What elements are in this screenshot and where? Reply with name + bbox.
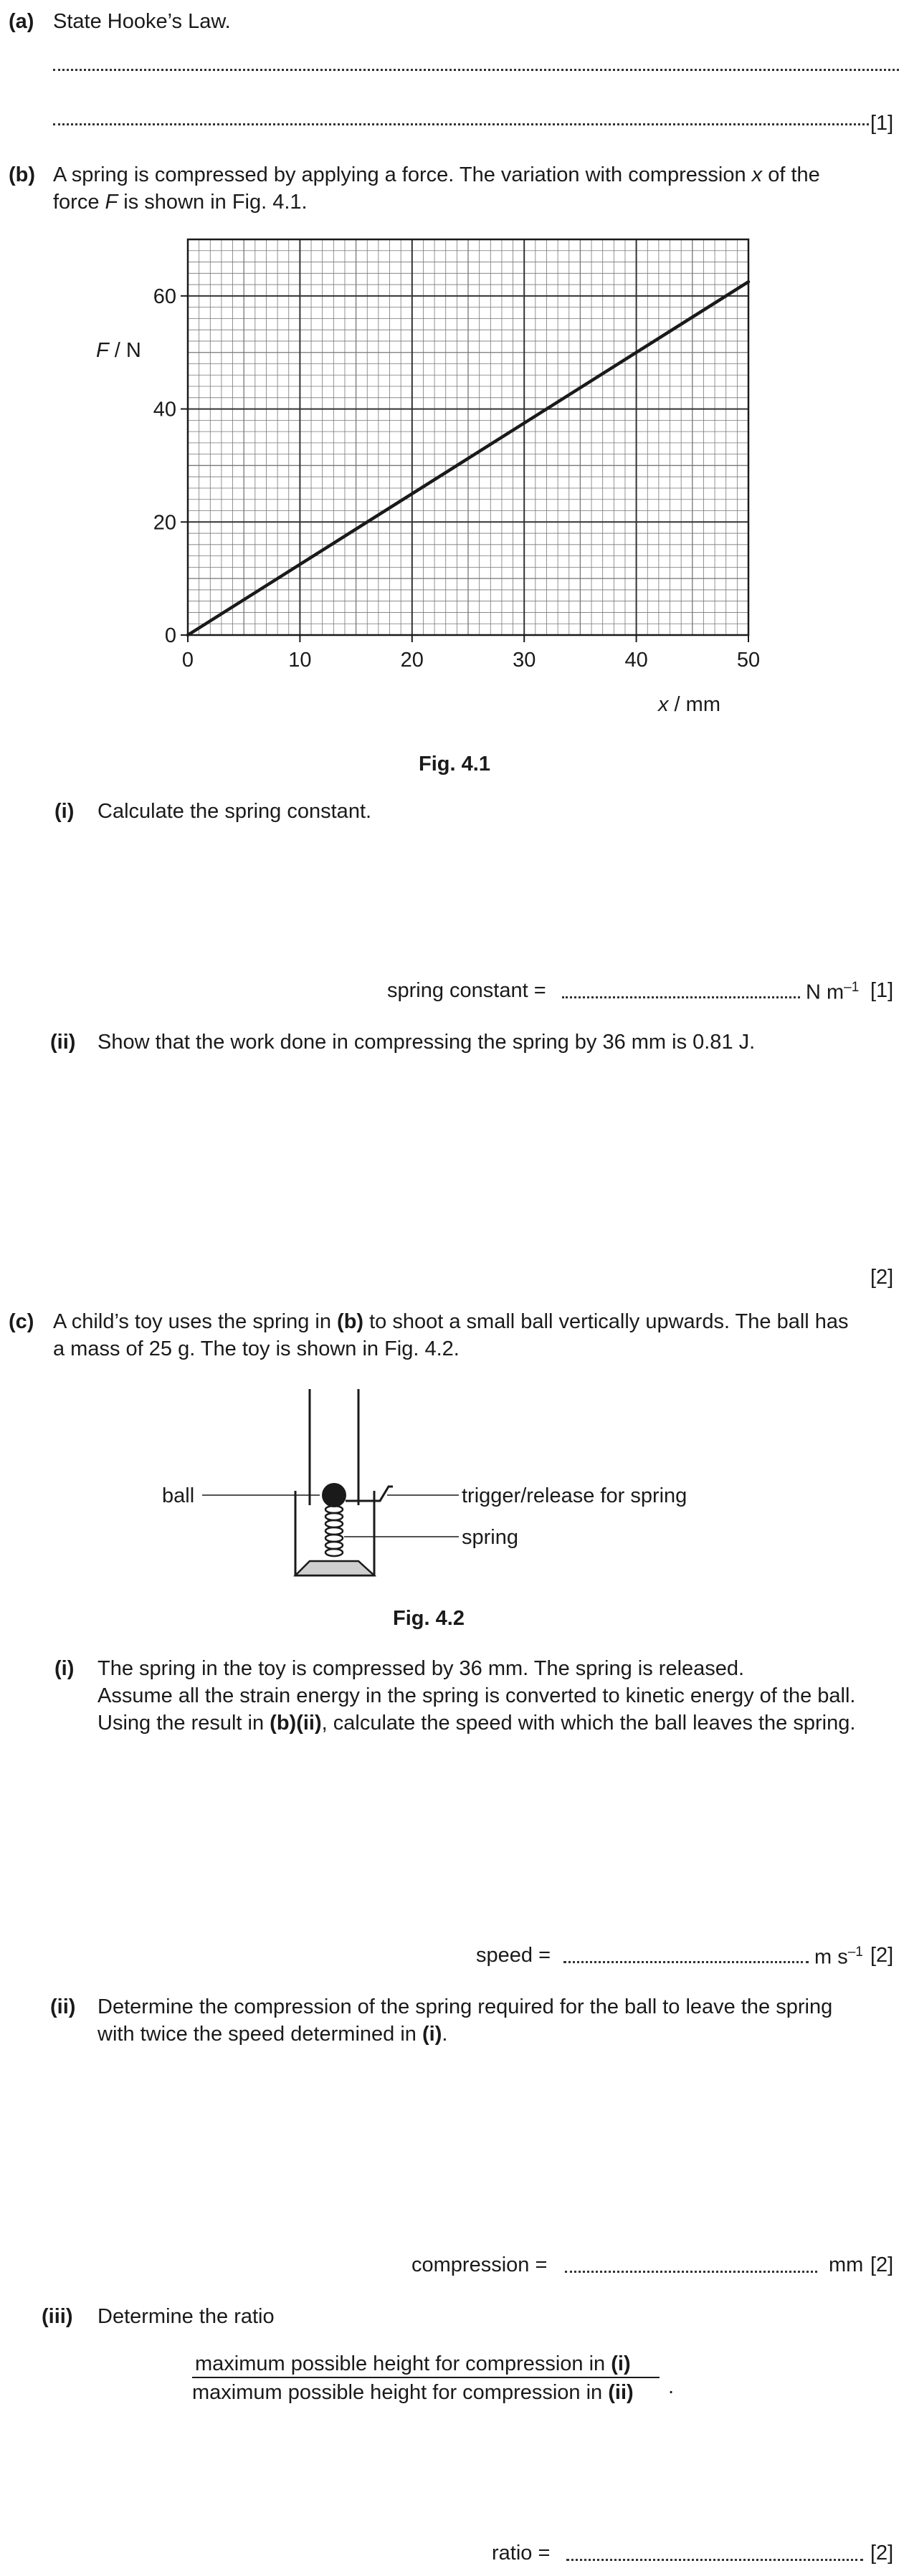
ball-label: ball (162, 1484, 195, 1507)
part-c-intro-line-2: a mass of 25 g. The toy is shown in Fig. 4.2. (53, 1337, 460, 1360)
base-plate (295, 1561, 374, 1575)
spring-label: spring (462, 1526, 518, 1549)
part-c-iii-question: Determine the ratio (97, 2305, 275, 2328)
ratio-numerator: maximum possible height for compression in (i) (195, 2352, 631, 2375)
force-compression-graph (0, 0, 909, 731)
y-axis-label: F / N (96, 339, 141, 362)
figure-4-2-caption: Fig. 4.2 (393, 1607, 465, 1630)
trigger-label: trigger/release for spring (462, 1484, 687, 1507)
part-b-ii-question: Show that the work done in compressing the spring by 36 mm is 0.81 J. (97, 1031, 756, 1054)
part-c-intro-line-1: A child’s toy uses the spring in (b) to shoot a small ball vertically upwards. The ball has (53, 1310, 849, 1333)
part-b-ii-mark: [2] (870, 1266, 894, 1289)
part-b-ii-label: (ii) (50, 1031, 76, 1054)
x-tick-label: 50 (736, 649, 761, 672)
part-c-i-mark: [2] (870, 1944, 894, 1967)
x-tick-label: 20 (400, 649, 424, 672)
part-b-intro-line-1: A spring is compressed by applying a force. The variation with compression x of the (53, 163, 820, 186)
ratio-answer-field[interactable] (566, 2559, 863, 2561)
part-b-i-mark: [1] (870, 979, 894, 1002)
part-b-i-question: Calculate the spring constant. (97, 800, 372, 823)
ratio-fraction-bar (192, 2377, 660, 2378)
y-tick-label: 0 (164, 624, 176, 647)
toy-diagram (0, 1376, 909, 1584)
compression-answer-field[interactable] (565, 2271, 817, 2273)
ratio-answer-label: ratio = (492, 2542, 551, 2565)
compression-unit: mm (829, 2253, 864, 2276)
part-c-label: (c) (9, 1310, 34, 1333)
speed-answer-field[interactable] (563, 1961, 809, 1963)
part-c-i-line-1: The spring in the toy is compressed by 36 mm. The spring is released. (97, 1657, 745, 1680)
x-axis-label: x / mm (658, 693, 720, 716)
spring-constant-answer-label: spring constant = (387, 979, 546, 1002)
ticks (181, 296, 748, 642)
y-tick-label: 60 (153, 285, 176, 308)
part-c-iii-mark: [2] (870, 2542, 894, 2565)
part-c-i-line-2: Assume all the strain energy in the spring is converted to kinetic energy of the ball. (97, 1684, 856, 1707)
part-c-ii-line-2: with twice the speed determined in (i). (97, 2023, 448, 2046)
part-c-ii-line-1: Determine the compression of the spring required for the ball to leave the spring (97, 1995, 833, 2018)
part-c-iii-label: (iii) (42, 2305, 73, 2328)
grid-minor (188, 239, 748, 635)
part-b-i-label: (i) (54, 800, 75, 823)
part-c-i-label: (i) (54, 1657, 75, 1680)
y-tick-label: 20 (153, 511, 176, 535)
ratio-trailing-period: . (668, 2375, 675, 2398)
figure-4-1-caption: Fig. 4.1 (419, 753, 490, 776)
part-a-mark: [1] (870, 112, 894, 135)
compression-answer-label: compression = (411, 2253, 548, 2276)
speed-unit: m $s^{-1}$ (814, 1945, 863, 1969)
trigger-lever (346, 1487, 393, 1501)
part-a-label: (a) (9, 10, 34, 33)
part-b-intro-line-2: force F is shown in Fig. 4.1. (53, 191, 308, 214)
y-tick-label: 40 (153, 398, 176, 421)
part-c-ii-label: (ii) (50, 1995, 76, 2018)
spring-constant-answer-field[interactable] (562, 996, 800, 998)
spring-coils (325, 1506, 343, 1556)
x-tick-label: 30 (513, 649, 536, 672)
spring-constant-unit: N $m^{-1}$ (806, 980, 860, 1004)
x-tick-label: 40 (624, 649, 648, 672)
part-b-label: (b) (9, 163, 36, 186)
part-c-i-line-3: Using the result in (b)(ii), calculate the speed with which the ball leaves the spring. (97, 1712, 856, 1735)
part-a-question: State Hooke’s Law. (53, 10, 231, 33)
speed-answer-label: speed = (476, 1944, 551, 1967)
part-c-ii-mark: [2] (870, 2253, 894, 2276)
ball-shape (322, 1483, 346, 1507)
x-tick-label: 0 (181, 649, 194, 672)
x-tick-label: 10 (288, 649, 312, 672)
ratio-denominator: maximum possible height for compression in (ii) (192, 2381, 634, 2404)
